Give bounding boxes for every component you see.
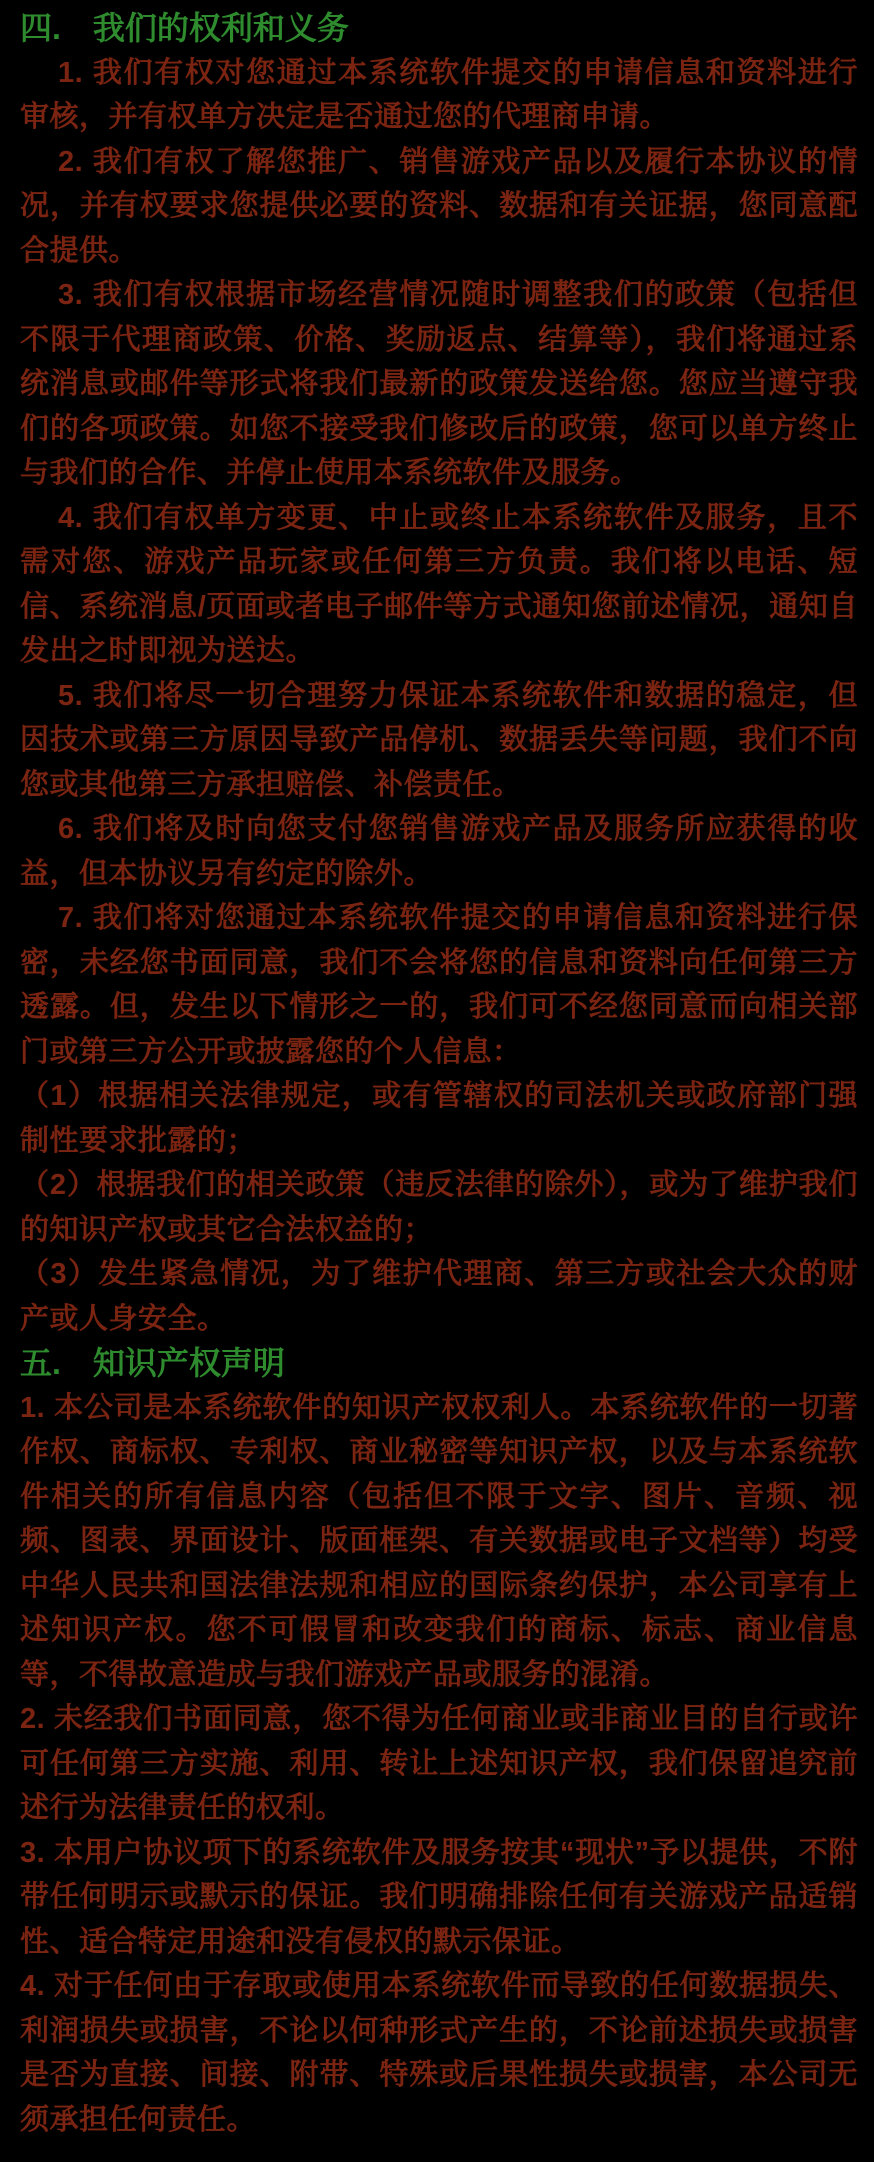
ip-clause-3: 3. 本用户协议项下的系统软件及服务按其“现状”予以提供，不附带任何明示或默示的保证。我们明确排除任何有关游戏产品适销性、适合特定用途和没有侵权的默示保证。 bbox=[20, 1836, 858, 1958]
rights-clause-3: 3. 我们有权根据市场经营情况随时调整我们的政策（包括但不限于代理商政策、价格、奖励返点、结算等），我们将通过系统消息或邮件等形式将我们最新的政策发送给您。您应当遵守我们的各项政策。如您不接受我们修改后的政策，您可以单方终止与我们的合作、并停止使用本系统软件及服务。 bbox=[20, 279, 858, 489]
disclosure-case-3: （3）发生紧急情况，为了维护代理商、第三方或社会大众的财产或人身安全。 bbox=[20, 1258, 858, 1335]
section-heading-intellectual-property: 五. 知识产权声明 bbox=[20, 1345, 285, 1381]
rights-clause-2: 2. 我们有权了解您推广、销售游戏产品以及履行本协议的情况，并有权要求您提供必要的资料、数据和有关证据，您同意配合提供。 bbox=[20, 145, 858, 267]
disclosure-case-1: （1）根据相关法律规定，或有管辖权的司法机关或政府部门强制性要求批露的； bbox=[20, 1080, 858, 1157]
rights-clause-1: 1. 我们有权对您通过本系统软件提交的申请信息和资料进行审核，并有权单方决定是否通过您的代理商申请。 bbox=[20, 56, 858, 133]
rights-clause-7: 7. 我们将对您通过本系统软件提交的申请信息和资料进行保密，未经您书面同意，我们不会将您的信息和资料向任何第三方透露。但，发生以下情形之一的，我们可不经您同意而向相关部门或第三方公开或披露您的个人信息： bbox=[20, 902, 858, 1068]
rights-clause-4: 4. 我们有权单方变更、中止或终止本系统软件及服务，且不需对您、游戏产品玩家或任何第三方负责。我们将以电话、短信、系统消息/页面或者电子邮件等方式通知您前述情况，通知自发出之时即视为送达。 bbox=[20, 501, 858, 667]
ip-clause-1: 1. 本公司是本系统软件的知识产权权利人。本系统软件的一切著作权、商标权、专利权、商业秘密等知识产权，以及与本系统软件相关的所有信息内容（包括但不限于文字、图片、音频、视频、图表、界面设计、版面框架、有关数据或电子文档等）均受中华人民共和国法律法规和相应的国际条约保护，本公司享有上述知识产权。您不可假冒和改变我们的商标、标志、商业信息等，不得故意造成与我们游戏产品或服务的混淆。 bbox=[20, 1391, 858, 1691]
ip-clause-4: 4. 对于任何由于存取或使用本系统软件而导致的任何数据损失、利润损失或损害，不论以何种形式产生的，不论前述损失或损害是否为直接、间接、附带、特殊或后果性损失或损害，本公司无须承担任何责任。 bbox=[20, 1970, 858, 2136]
rights-clause-6: 6. 我们将及时向您支付您销售游戏产品及服务所应获得的收益，但本协议另有约定的除外。 bbox=[20, 813, 858, 890]
ip-clause-2: 2. 未经我们书面同意，您不得为任何商业或非商业目的自行或许可任何第三方实施、利用、转让上述知识产权，我们保留追究前述行为法律责任的权利。 bbox=[20, 1703, 858, 1824]
section-heading-rights-and-obligations: 四. 我们的权利和义务 bbox=[20, 10, 349, 46]
rights-clause-5: 5. 我们将尽一切合理努力保证本系统软件和数据的稳定，但因技术或第三方原因导致产品停机、数据丢失等问题，我们不向您或其他第三方承担赔偿、补偿责任。 bbox=[20, 679, 858, 801]
disclosure-case-2: （2）根据我们的相关政策（违反法律的除外），或为了维护我们的知识产权或其它合法权益的； bbox=[20, 1169, 858, 1246]
